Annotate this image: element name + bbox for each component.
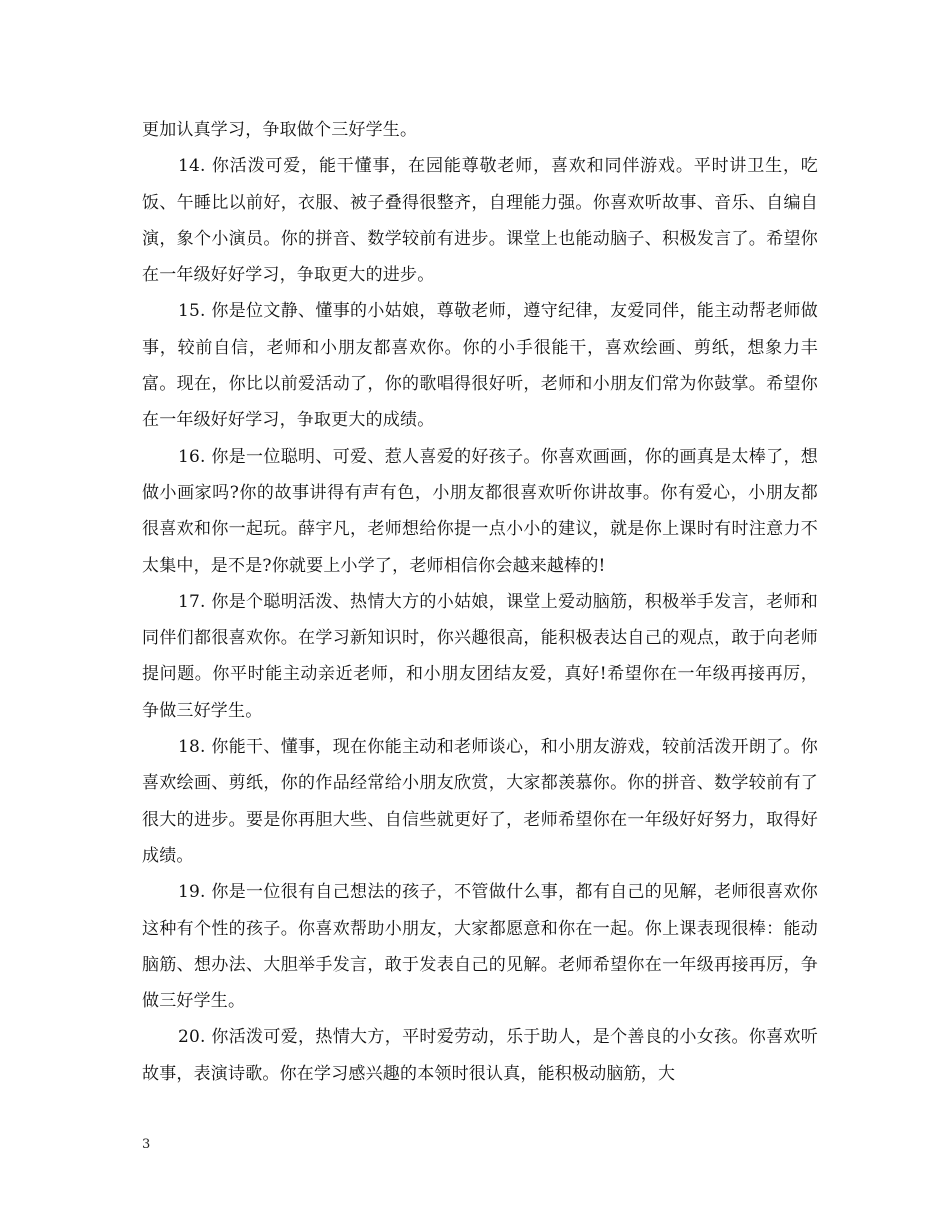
page-number: 3 [142,1137,151,1152]
paragraph-15: 15. 你是位文静、懂事的小姑娘，尊敬老师，遵守纪律，友爱同伴，能主动帮老师做事，较前自信，老师和小朋友都喜欢你。你的小手很能干，喜欢绘画、剪纸，想象力丰富。现在，你比以前爱活动了，你的歌唱得很好听，老师和小朋友们常为你鼓掌。希望你在一年级好好学习，争取更大的成绩。 [142,301,818,431]
paragraph-20: 20. 你活泼可爱，热情大方，平时爱劳动，乐于助人，是个善良的小女孩。你喜欢听故事，表演诗歌。你在学习感兴趣的本领时很认真，能积极动脑筋，大 [142,1027,818,1084]
document-body [142,112,818,1092]
paragraph-16: 16. 你是一位聪明、可爱、惹人喜爱的好孩子。你喜欢画画，你的画真是太棒了，想做小画家吗?你的故事讲得有声有色，小朋友都很喜欢听你讲故事。你有爱心，小朋友都很喜欢和你一起玩。薛宇凡，老师想给你提一点小小的建议，就是你上课时有时注意力不太集中，是不是?你就要上小学了，老师相信你会越来越棒的! [142,446,818,576]
paragraph-continuation: 更加认真学习，争取做个三好学生。 [142,120,418,140]
paragraph-19: 19. 你是一位很有自己想法的孩子，不管做什么事，都有自己的见解，老师很喜欢你这种有个性的孩子。你喜欢帮助小朋友，大家都愿意和你在一起。你上课表现很棒：能动脑筋、想办法、大胆举手发言，敢于发表自己的见解。老师希望你在一年级再接再厉，争做三好学生。 [142,882,818,1012]
paragraph-17: 17. 你是个聪明活泼、热情大方的小姑娘，课堂上爱动脑筋，积极举手发言，老师和同伴们都很喜欢你。在学习新知识时，你兴趣很高，能积极表达自己的观点，敢于向老师提问题。你平时能主动亲近老师，和小朋友团结友爱，真好!希望你在一年级再接再厉，争做三好学生。 [142,591,818,721]
paragraph-14: 14. 你活泼可爱，能干懂事，在园能尊敬老师，喜欢和同伴游戏。平时讲卫生，吃饭、午睡比以前好，衣服、被子叠得很整齐，自理能力强。你喜欢听故事、音乐、自编自演，象个小演员。你的拼音、数学较前有进步。课堂上也能动脑子、积极发言了。希望你在一年级好好学习，争取更大的进步。 [142,156,818,286]
paragraph-18: 18. 你能干、懂事，现在你能主动和老师谈心，和小朋友游戏，较前活泼开朗了。你喜欢绘画、剪纸，你的作品经常给小朋友欣赏，大家都羡慕你。你的拼音、数学较前有了很大的进步。要是你再胆大些、自信些就更好了，老师希望你在一年级好好努力，取得好成绩。 [142,737,818,866]
